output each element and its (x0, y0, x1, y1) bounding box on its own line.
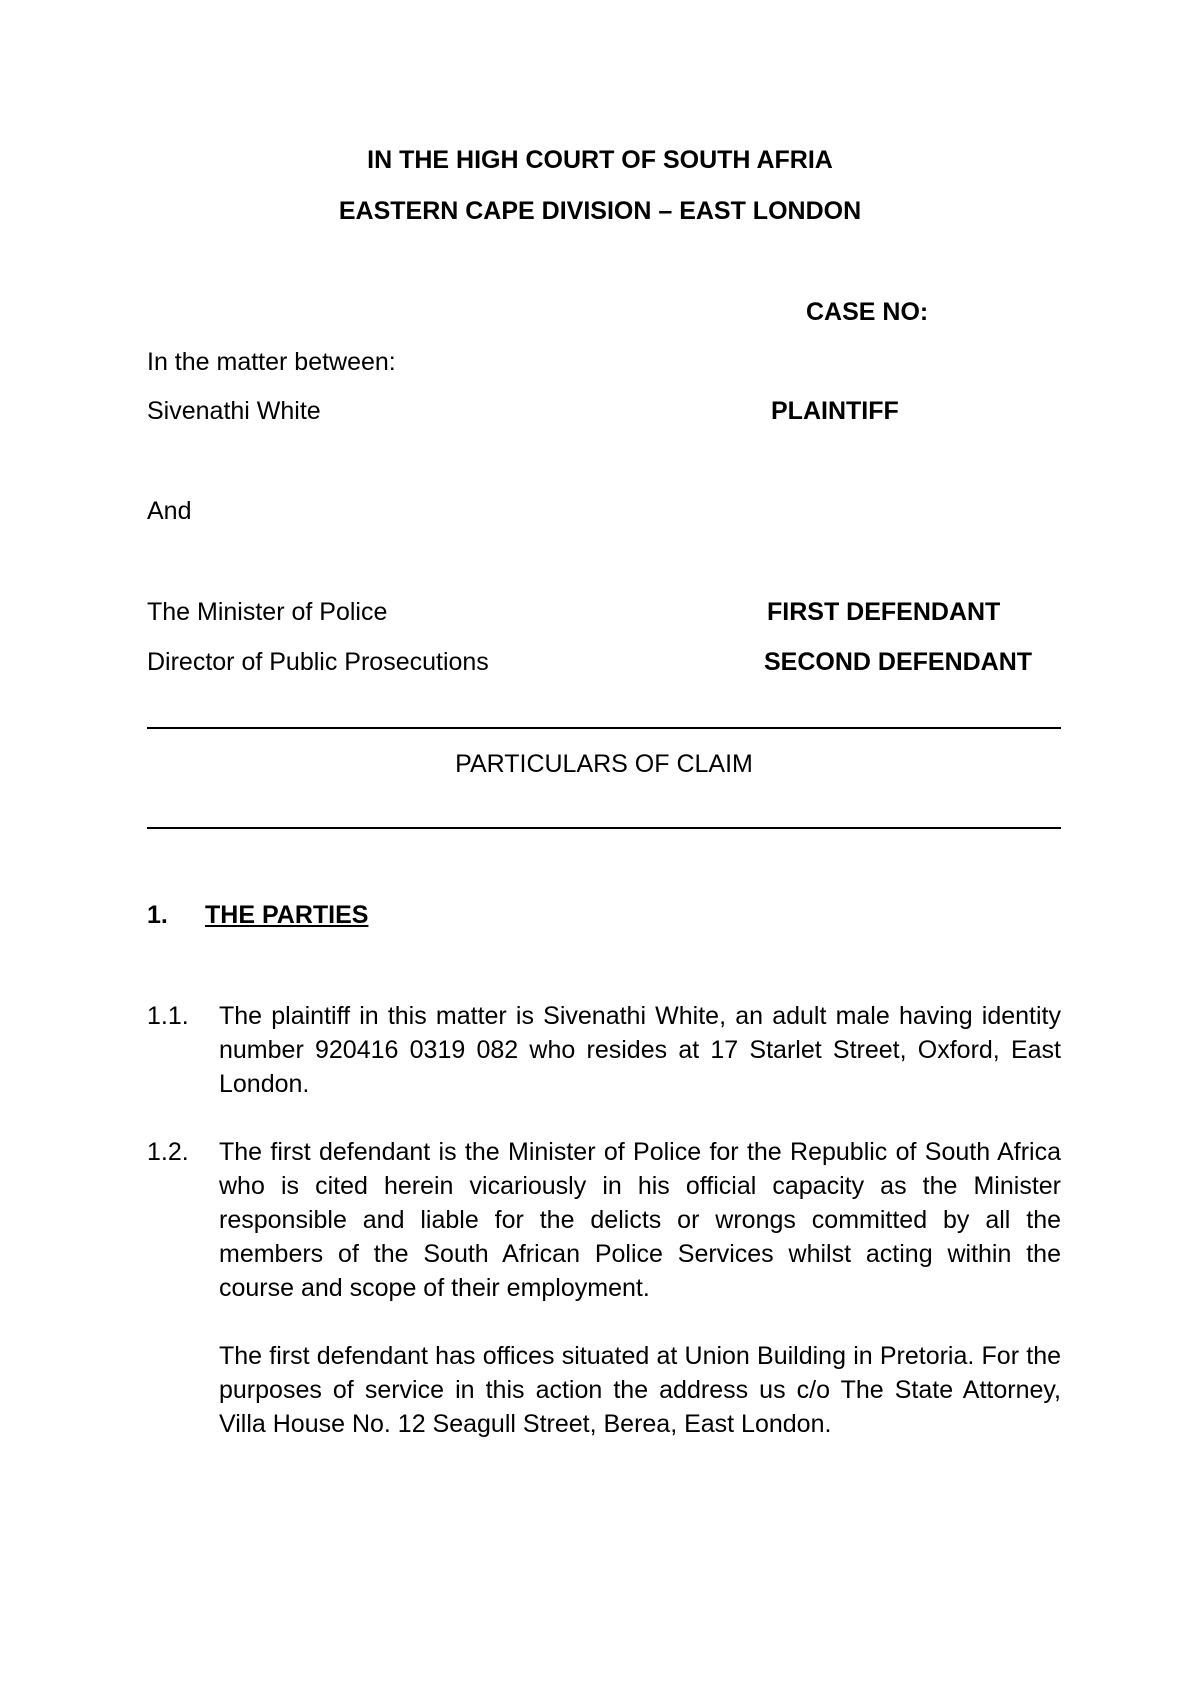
paragraph-number: 1.1. (147, 1002, 189, 1030)
and-label: And (147, 497, 192, 525)
plaintiff-name: Sivenathi White (147, 397, 321, 425)
paragraph-text: The first defendant is the Minister of Police for the Republic of South Africa who is cited herein vicariously in his official capacity as the Minister responsible and liable for the delicts or wrongs committed by all the members of the South African Police Services whilst acting within the course and scope of their employment. (219, 1138, 1061, 1302)
title-rule-top (147, 727, 1061, 729)
document-title: PARTICULARS OF CLAIM (455, 750, 753, 778)
paragraph-text: The plaintiff in this matter is Sivenathi White, an adult male having identity number 920416 0319 082 who resides at 17 Starlet Street, Oxford, East London. (219, 1002, 1061, 1098)
second-defendant-name: Director of Public Prosecutions (147, 648, 489, 676)
plaintiff-role: PLAINTIFF (771, 397, 899, 425)
title-rule-bottom (147, 827, 1061, 829)
section-number: 1. (147, 901, 168, 929)
paragraph-continuation: The first defendant has offices situated at Union Building in Pretoria. For the purposes of service in this action the address us c/o The State Attorney, Villa House No. 12 Seagull Street, Berea, East London. (219, 1342, 1061, 1438)
first-defendant-name: The Minister of Police (147, 598, 388, 626)
court-division: EASTERN CAPE DIVISION – EAST LONDON (338, 197, 862, 225)
court-name: IN THE HIGH COURT OF SOUTH AFRIA (367, 146, 833, 174)
matter-intro: In the matter between: (147, 348, 396, 376)
paragraph-number: 1.2. (147, 1138, 189, 1166)
section-heading: THE PARTIES (205, 901, 369, 929)
case-number-label: CASE NO: (806, 298, 929, 326)
second-defendant-role: SECOND DEFENDANT (764, 648, 1033, 676)
first-defendant-role: FIRST DEFENDANT (767, 598, 1001, 626)
